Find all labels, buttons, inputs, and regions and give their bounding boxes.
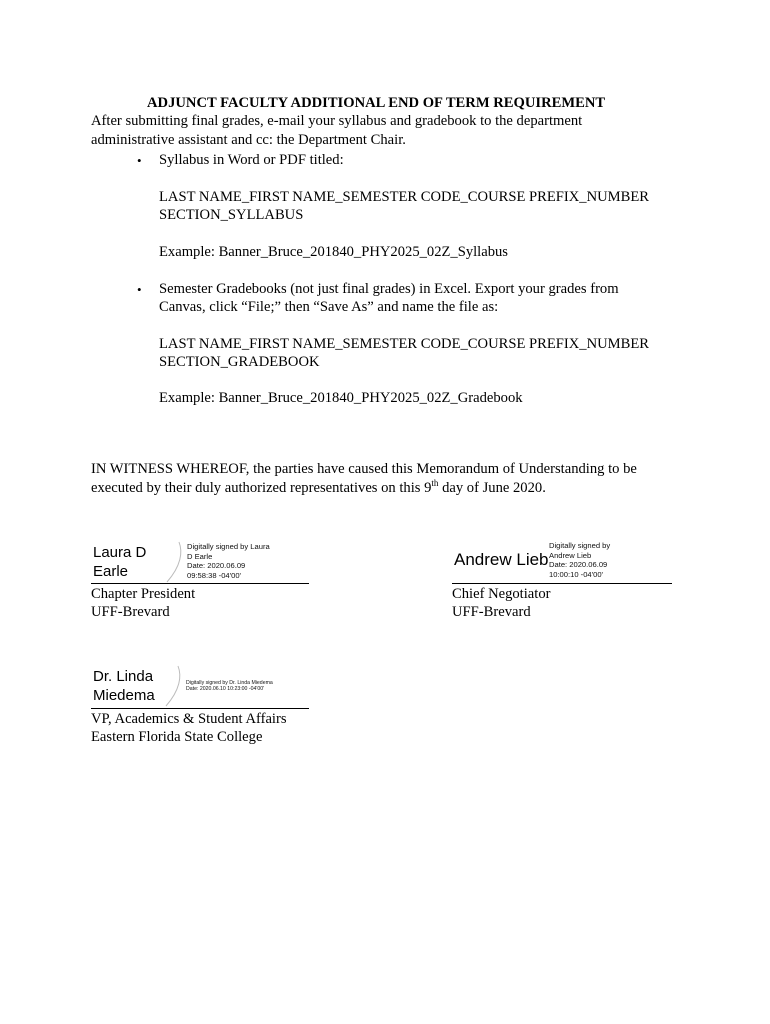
syllabus-item-text: Syllabus in Word or PDF titled: <box>159 152 344 168</box>
bullet-icon: • <box>137 282 142 297</box>
witness-line-1: IN WITNESS WHEREOF, the parties have caused this Memorandum of Understanding to be <box>91 461 637 477</box>
signature-line <box>452 583 672 584</box>
gradebook-format-line-1: LAST NAME_FIRST NAME_SEMESTER CODE_COURSE PREFIX_NUMBER <box>159 336 650 352</box>
intro-line-1: After submitting final grades, e-mail your syllabus and gradebook to the department <box>91 113 583 129</box>
gradebook-item-line-2: Canvas, click “File;” then “Save As” and name the file as: <box>159 299 499 315</box>
signature-flourish-icon <box>163 540 185 584</box>
signature-name-line-2: Earle <box>93 563 129 580</box>
signature-name-line-2: Miedema <box>93 687 155 704</box>
signature-name: Andrew Lieb <box>454 550 549 569</box>
witness-line-2: executed by their duly authorized representatives on this 9th day of June 2020. <box>91 478 546 496</box>
bullet-icon: • <box>137 153 142 168</box>
syllabus-format-line-2: SECTION_SYLLABUS <box>159 207 304 223</box>
document-title: ADJUNCT FACULTY ADDITIONAL END OF TERM REQUIREMENT <box>147 95 606 111</box>
signature-name-line-1: Laura D <box>93 544 147 561</box>
signer-role: Chief Negotiator <box>452 586 551 602</box>
signature-line <box>91 708 309 709</box>
signer-organization: UFF-Brevard <box>452 604 531 620</box>
gradebook-format-line-2: SECTION_GRADEBOOK <box>159 354 320 370</box>
gradebook-example: Example: Banner_Bruce_201840_PHY2025_02Z_Gradebook <box>159 390 523 406</box>
signer-role: Chapter President <box>91 586 196 602</box>
signature-flourish-icon <box>162 664 184 708</box>
signer-organization: UFF-Brevard <box>91 604 170 620</box>
signature-line <box>91 583 309 584</box>
signer-organization: Eastern Florida State College <box>91 729 263 745</box>
syllabus-format-line-1: LAST NAME_FIRST NAME_SEMESTER CODE_COURSE PREFIX_NUMBER <box>159 189 650 205</box>
signer-role: VP, Academics & Student Affairs <box>91 711 287 727</box>
syllabus-example: Example: Banner_Bruce_201840_PHY2025_02Z_Syllabus <box>159 244 508 260</box>
digital-signature-note: Digitally signed by Andrew Lieb Date: 2020.06.09 10:00:10 -04'00' <box>549 541 611 579</box>
gradebook-item-line-1: Semester Gradebooks (not just final grades) in Excel. Export your grades from <box>159 281 619 297</box>
digital-signature-note: Digitally signed by Dr. Linda Miedema Date: 2020.06.10 10:23:00 -04'00' <box>186 680 273 693</box>
digital-signature-note: Digitally signed by Laura D Earle Date: 2020.06.09 09:58:38 -04'00' <box>187 542 270 580</box>
signature-name-line-1: Dr. Linda <box>93 668 154 685</box>
intro-line-2: administrative assistant and cc: the Department Chair. <box>91 132 406 148</box>
